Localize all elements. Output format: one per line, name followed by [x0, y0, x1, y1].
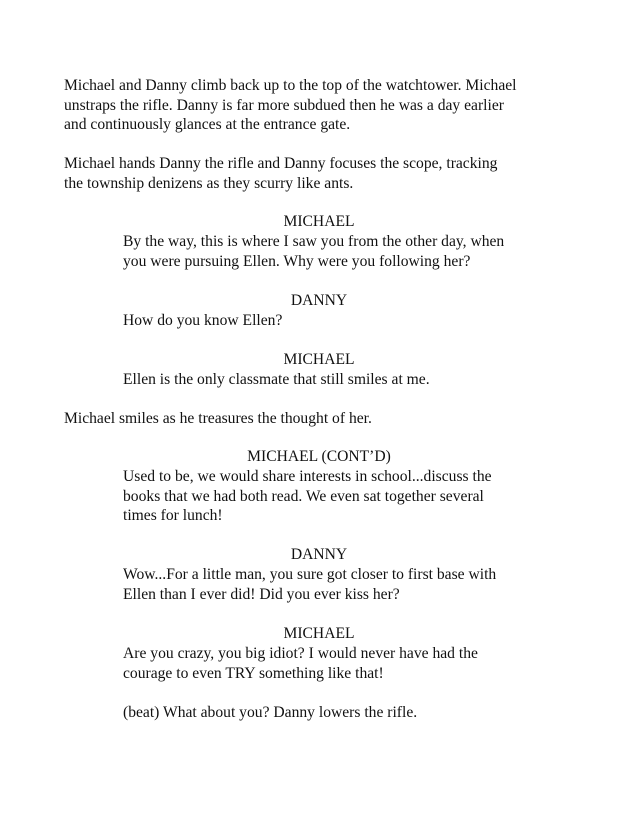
- dialogue-line: How do you know Ellen?: [123, 312, 283, 329]
- dialogue-line: books that we had both read. We even sat together several: [123, 487, 484, 505]
- action-line: Michael smiles as he treasures the thought of her.: [64, 410, 372, 427]
- dialogue-line: Are you crazy, you big idiot? I would never have had the: [123, 645, 478, 662]
- character-name: DANNY: [290, 292, 348, 309]
- dialogue-block: [123, 644, 563, 683]
- dialogue-line: By the way, this is where I saw you from the other day, when: [123, 233, 505, 250]
- action-line: the township denizens as they scurry like ants.: [64, 174, 354, 192]
- action-paragraph: [64, 76, 584, 135]
- action-line: and continuously glances at the entrance gate.: [64, 116, 351, 134]
- dialogue-block: [123, 232, 563, 271]
- action-line: Michael and Danny climb back up to the top of the watchtower. Michael: [64, 77, 517, 94]
- dialogue-line: Ellen than I ever did! Did you ever kiss her?: [123, 585, 400, 603]
- character-name: MICHAEL: [283, 625, 355, 642]
- action-paragraph: [64, 409, 584, 429]
- dialogue-line: (beat) What about you? Danny lowers the rifle.: [123, 704, 418, 721]
- dialogue-line: Wow...For a little man, you sure got closer to first base with: [123, 566, 497, 583]
- dialogue-line: courage to even TRY something like that!: [123, 664, 384, 682]
- character-name: MICHAEL: [283, 213, 355, 230]
- dialogue-block: [123, 467, 563, 526]
- character-name: MICHAEL: [283, 351, 355, 368]
- action-line: unstraps the rifle. Danny is far more subdued then he was a day earlier: [64, 96, 504, 114]
- dialogue-block: [123, 703, 563, 723]
- dialogue-line: you were pursuing Ellen. Why were you following her?: [123, 252, 471, 270]
- dialogue-line: times for lunch!: [123, 507, 223, 525]
- action-line: Michael hands Danny the rifle and Danny focuses the scope, tracking: [64, 155, 498, 172]
- dialogue-line: Ellen is the only classmate that still smiles at me.: [123, 371, 430, 388]
- dialogue-block: [123, 311, 563, 331]
- character-name: DANNY: [290, 546, 348, 563]
- dialogue-block: [123, 370, 563, 390]
- dialogue-block: [123, 565, 563, 604]
- character-name: MICHAEL (CONT’D): [247, 448, 391, 465]
- dialogue-line: Used to be, we would share interests in school...discuss the: [123, 468, 492, 485]
- action-paragraph: [64, 154, 584, 193]
